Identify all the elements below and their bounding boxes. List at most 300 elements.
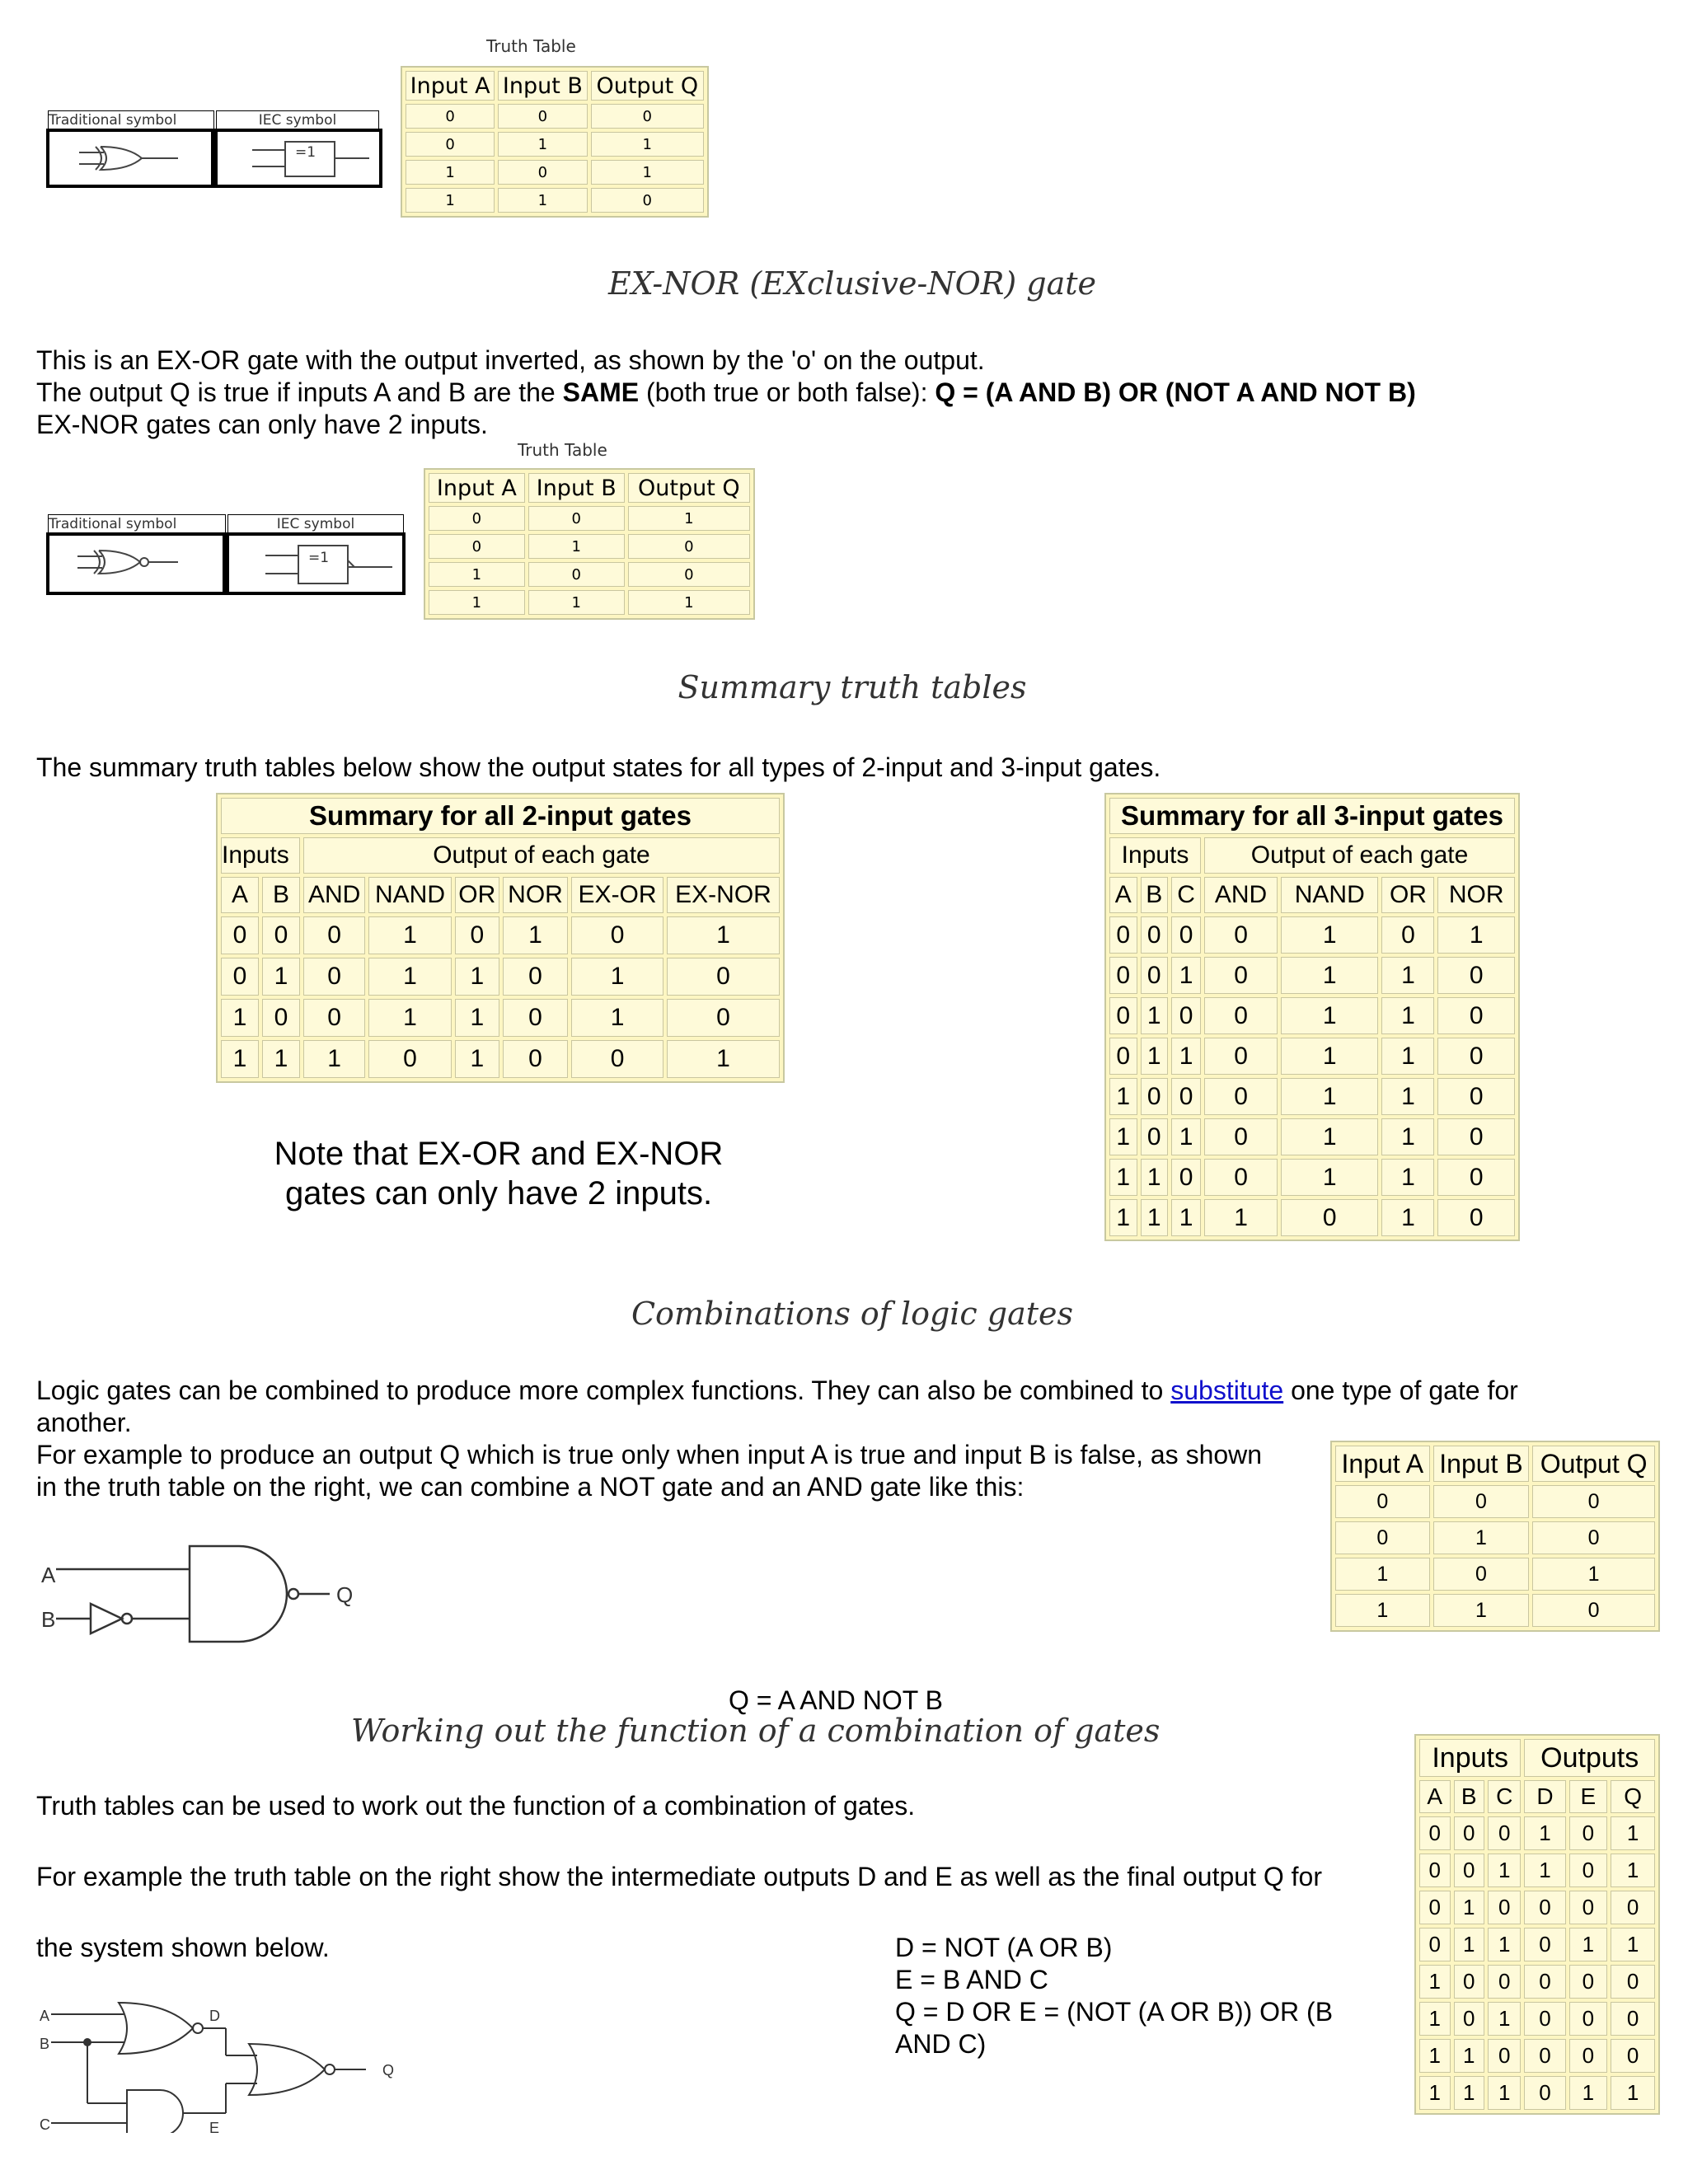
table-cell: 1 (1281, 957, 1378, 994)
table-row (406, 104, 704, 129)
table-row (1335, 1521, 1655, 1554)
table-group-row (1419, 1739, 1655, 1777)
table-cell: 1 (528, 534, 625, 559)
table-cell: 1 (429, 590, 525, 615)
table-row (429, 590, 750, 615)
table-cell: 0 (1569, 2039, 1608, 2073)
table-cell: 0 (221, 916, 259, 954)
table-cell: 1 (503, 916, 568, 954)
iec-exnor-text: =1 (308, 550, 330, 566)
table-cell: 1 (1524, 1854, 1565, 1887)
combinations-p2-line-2: in the truth table on the right, we can combine a NOT gate and an AND gate like this: (36, 1472, 1025, 1502)
table-cell: 1 (221, 1040, 259, 1078)
combination-equation: Q = A AND NOT B (729, 1685, 943, 1715)
table-cell: 1 (1281, 1118, 1378, 1155)
table-cell: 0 (368, 1040, 451, 1078)
circuit2-label-d: D (209, 2008, 220, 2024)
table-cell: 0 (1171, 1078, 1201, 1115)
table-header-row (221, 877, 780, 913)
table-cell: 1 (368, 916, 451, 954)
table-cell: 0 (1611, 1965, 1655, 1999)
table-cell: 1 (1281, 1078, 1378, 1115)
table-cell: 0 (406, 104, 495, 129)
table-header-row (1419, 1780, 1655, 1813)
table-cell: 0 (1204, 997, 1278, 1034)
table-cell: 1 (455, 999, 499, 1037)
table-cell: 0 (1524, 1928, 1565, 1961)
table-cell: 1 (1488, 1928, 1521, 1961)
combinations-paragraph-1: Logic gates can be combined to produce more complex functions. They can also be combined to substitute one type of gate for another. (36, 1376, 1518, 1437)
table-cell: 0 (455, 916, 499, 954)
table-cell: 0 (1204, 1078, 1278, 1115)
column-header: D (1524, 1780, 1565, 1813)
table-cell: 1 (1281, 916, 1378, 954)
exnor-line-2: The output Q is true if inputs A and B are the SAME (both true or both false): Q = (A AND B) OR (NOT A AND NOT B) (36, 377, 1416, 407)
and-gate-icon (190, 1546, 287, 1642)
table-cell: 1 (1569, 2076, 1608, 2110)
table-cell: 0 (1524, 2039, 1565, 2073)
table-cell: 0 (1611, 2002, 1655, 2036)
table-cell: 0 (1524, 2002, 1565, 2036)
table-cell: 0 (1204, 916, 1278, 954)
column-header: NAND (1281, 877, 1378, 913)
circuit2-label-a: A (40, 2008, 50, 2024)
or-gate-icon (249, 2044, 325, 2095)
column-header: Input B (1433, 1446, 1530, 1482)
table-cell: 1 (1381, 1118, 1434, 1155)
column-header: Input A (406, 71, 495, 101)
table-cell: 0 (1204, 1038, 1278, 1075)
table-cell: 0 (1488, 1965, 1521, 1999)
table-row (221, 916, 780, 954)
and-gate-2-icon (127, 2090, 183, 2133)
table-cell: 0 (1437, 1159, 1515, 1196)
table-cell: 0 (406, 132, 495, 157)
circuit2-label-e: E (209, 2120, 220, 2133)
table-cell: 0 (1437, 1199, 1515, 1236)
table-cell: 1 (429, 562, 525, 587)
table-cell: 0 (303, 999, 365, 1037)
table-cell: 1 (1109, 1159, 1137, 1196)
table-row (429, 534, 750, 559)
table-row (1419, 1928, 1655, 1961)
nor-bubble-icon (193, 2023, 203, 2033)
not-gate-icon (91, 1604, 122, 1633)
table-row (406, 132, 704, 157)
combinations-heading: Combinations of logic gates (631, 1296, 1074, 1332)
circuit2-label-q: Q (382, 2062, 395, 2079)
table-cell: 0 (1204, 1118, 1278, 1155)
xor-truth-table-caption: Truth Table (486, 36, 576, 56)
column-header: E (1569, 1780, 1608, 1813)
table-cell: 1 (1524, 1816, 1565, 1850)
table-cell: 0 (667, 999, 780, 1037)
table-cell: 1 (1488, 1854, 1521, 1887)
table-cell: 1 (591, 160, 704, 185)
column-header: Output Q (591, 71, 704, 101)
table-cell: 0 (528, 506, 625, 531)
table-cell: 0 (303, 958, 365, 996)
table-cell: 0 (503, 999, 568, 1037)
column-header: Output Q (1532, 1446, 1655, 1482)
table-cell: 1 (1454, 1928, 1485, 1961)
table-cell: 0 (1381, 916, 1434, 954)
combination-truth-table (1330, 1441, 1660, 1632)
outputs-group-label: Output of each gate (1204, 837, 1515, 874)
table-cell: 0 (221, 958, 259, 996)
table-row (406, 188, 704, 213)
table-cell: 0 (1532, 1594, 1655, 1627)
circuit-label-b: B (41, 1607, 56, 1632)
column-header: Input B (528, 473, 625, 503)
table-cell: 0 (1569, 2002, 1608, 2036)
not-and-circuit-diagram (33, 1533, 379, 1657)
table-cell: 0 (1419, 1816, 1451, 1850)
table-cell: 0 (1488, 2039, 1521, 2073)
table-header-row (1109, 877, 1515, 913)
table-cell: 0 (1109, 997, 1137, 1034)
table-cell: 1 (1381, 1038, 1434, 1075)
table-cell: 1 (591, 132, 704, 157)
table-cell: 0 (571, 916, 663, 954)
table-row (221, 999, 780, 1037)
column-header: EX-OR (571, 877, 663, 913)
table-cell: 0 (1437, 1038, 1515, 1075)
column-header: NOR (503, 877, 568, 913)
or-bubble-icon (325, 2064, 335, 2074)
table-cell: 1 (1335, 1594, 1430, 1627)
equation-e: E = B AND C (895, 1965, 1048, 1994)
table-cell: 0 (1335, 1521, 1430, 1554)
column-header: NAND (368, 877, 451, 913)
table-row (1419, 2002, 1655, 2036)
table-row (1335, 1485, 1655, 1518)
table-cell: 1 (1141, 1038, 1169, 1075)
table-cell: 1 (1141, 1199, 1169, 1236)
table-cell: 0 (1454, 1965, 1485, 1999)
table-cell: 0 (1569, 1891, 1608, 1924)
table-cell: 1 (1281, 1038, 1378, 1075)
table-cell: 0 (1569, 1854, 1608, 1887)
exnor-symbol-box (46, 514, 409, 597)
table-row (1109, 1038, 1515, 1075)
table-cell: 0 (628, 562, 750, 587)
table-cell: 1 (628, 590, 750, 615)
table-cell: 0 (1281, 1199, 1378, 1236)
substitute-link[interactable]: substitute (1170, 1376, 1284, 1405)
table-cell: 1 (1381, 997, 1434, 1034)
table-cell: 0 (1171, 916, 1201, 954)
table-cell: 1 (1335, 1558, 1430, 1591)
table-row (429, 562, 750, 587)
table-cell: 1 (571, 999, 663, 1037)
column-header: B (1141, 877, 1169, 913)
table-cell: 0 (1611, 2039, 1655, 2073)
table-row (1109, 916, 1515, 954)
table-group-row (1109, 837, 1515, 874)
column-header: B (1454, 1780, 1485, 1813)
inputs-group-label: Inputs (1419, 1739, 1521, 1777)
table-row (221, 958, 780, 996)
summary-3-input-table (1104, 793, 1520, 1241)
circuit2-label-c: C (40, 2116, 50, 2133)
table-row (1335, 1558, 1655, 1591)
column-header: OR (1381, 877, 1434, 913)
table-title-row (1109, 798, 1515, 834)
table-cell: 1 (1171, 1118, 1201, 1155)
table-cell: 1 (667, 916, 780, 954)
table-cell: 0 (571, 1040, 663, 1078)
table-cell: 0 (429, 534, 525, 559)
table-cell: 0 (1204, 957, 1278, 994)
table-row (1109, 997, 1515, 1034)
table-cell: 1 (1381, 1159, 1434, 1196)
table-cell: 0 (1524, 1965, 1565, 1999)
table-cell: 0 (498, 160, 587, 185)
table-cell: 1 (455, 1040, 499, 1078)
table-cell: 0 (1532, 1485, 1655, 1518)
table-cell: 1 (1281, 997, 1378, 1034)
combinations-paragraph-2 (36, 1439, 1339, 1503)
exnor-description (36, 344, 1652, 441)
traditional-symbol-label: Traditional symbol (48, 110, 214, 129)
table-group-row (221, 837, 780, 874)
table-cell: 0 (1335, 1485, 1430, 1518)
table-cell: 1 (498, 132, 587, 157)
table-cell: 1 (1611, 2076, 1655, 2110)
exor-note (247, 1134, 750, 1213)
xor-symbol-box (46, 110, 382, 190)
table-cell: 1 (1141, 997, 1169, 1034)
circuit2-label-b: B (40, 2036, 50, 2052)
table-cell: 1 (1611, 1854, 1655, 1887)
column-header: A (1419, 1780, 1451, 1813)
table-cell: 0 (528, 562, 625, 587)
working-paragraph-3: the system shown below. (36, 1933, 330, 1962)
table-cell: 1 (1437, 916, 1515, 954)
table-cell: 0 (429, 506, 525, 531)
table-cell: 1 (498, 188, 587, 213)
table-cell: 0 (303, 916, 365, 954)
column-header: AND (303, 877, 365, 913)
table-cell: 0 (628, 534, 750, 559)
table-cell: 0 (262, 916, 300, 954)
table-cell: 1 (1109, 1199, 1137, 1236)
table-cell: 0 (1488, 1891, 1521, 1924)
table-title: Summary for all 3-input gates (1109, 798, 1515, 834)
table-cell: 1 (1281, 1159, 1378, 1196)
column-header: B (262, 877, 300, 913)
column-header: C (1171, 877, 1201, 913)
table-row (429, 506, 750, 531)
table-cell: 1 (1611, 1928, 1655, 1961)
table-cell: 1 (262, 958, 300, 996)
table-cell: 1 (455, 958, 499, 996)
table-cell: 0 (1437, 997, 1515, 1034)
exnor-line-3: EX-NOR gates can only have 2 inputs. (36, 410, 488, 439)
column-header: AND (1204, 877, 1278, 913)
inputs-group-label: Inputs (221, 837, 300, 874)
table-cell: 0 (1419, 1891, 1451, 1924)
table-cell: 0 (1454, 1854, 1485, 1887)
table-row (1419, 1965, 1655, 1999)
table-row (1109, 957, 1515, 994)
table-cell: 1 (571, 958, 663, 996)
nor-gate-icon (119, 2003, 193, 2054)
table-cell: 1 (1611, 1816, 1655, 1850)
table-row (1109, 1118, 1515, 1155)
table-header-row (429, 473, 750, 503)
summary-2-input-table (216, 793, 785, 1083)
table-cell: 1 (1569, 1928, 1608, 1961)
table-row (221, 1040, 780, 1078)
column-header: A (221, 877, 259, 913)
column-header: Output Q (628, 473, 750, 503)
table-cell: 0 (1419, 1928, 1451, 1961)
table-cell: 1 (1171, 1038, 1201, 1075)
column-header: C (1488, 1780, 1521, 1813)
table-cell: 0 (1437, 1078, 1515, 1115)
output-bubble-icon (288, 1589, 298, 1599)
circuit-label-q: Q (336, 1582, 354, 1607)
table-header-row (1335, 1446, 1655, 1482)
table-cell: 1 (1488, 2002, 1521, 2036)
table-cell: 0 (1569, 1965, 1608, 1999)
table-cell: 0 (1141, 916, 1169, 954)
table-title: Summary for all 2-input gates (221, 798, 780, 834)
table-cell: 1 (1454, 1891, 1485, 1924)
inputs-group-label: Inputs (1109, 837, 1201, 874)
working-equations (895, 1932, 1406, 2060)
table-cell: 1 (1488, 2076, 1521, 2110)
outputs-group-label: Output of each gate (303, 837, 780, 874)
table-cell: 1 (1419, 1965, 1451, 1999)
table-cell: 1 (1454, 2076, 1485, 2110)
table-cell: 0 (262, 999, 300, 1037)
circuit-label-a: A (41, 1563, 56, 1587)
table-cell: 1 (1419, 2039, 1451, 2073)
table-row (1109, 1159, 1515, 1196)
exnor-truth-table-caption: Truth Table (518, 440, 607, 460)
table-cell: 1 (221, 999, 259, 1037)
table-title-row (221, 798, 780, 834)
table-row (1335, 1594, 1655, 1627)
table-cell: 0 (1141, 1078, 1169, 1115)
table-cell: 0 (667, 958, 780, 996)
table-cell: 0 (591, 188, 704, 213)
column-header: NOR (1437, 877, 1515, 913)
table-cell: 0 (1437, 1118, 1515, 1155)
column-header: EX-NOR (667, 877, 780, 913)
table-cell: 0 (1488, 1816, 1521, 1850)
table-cell: 1 (1381, 1199, 1434, 1236)
table-row (1419, 1854, 1655, 1887)
table-cell: 1 (406, 160, 495, 185)
xor-truth-table (401, 66, 709, 218)
equation-q: Q = D OR E = (NOT (A OR B)) OR (B (895, 1997, 1334, 2027)
table-row (1419, 2039, 1655, 2073)
equation-q-cont: AND C) (895, 2029, 987, 2059)
column-header: Q (1611, 1780, 1655, 1813)
table-row (1109, 1078, 1515, 1115)
table-cell: 0 (1454, 1816, 1485, 1850)
table-cell: 0 (1171, 1159, 1201, 1196)
table-cell: 0 (591, 104, 704, 129)
working-paragraph-2: For example the truth table on the right show the intermediate outputs D and E as well as the final output Q for (36, 1862, 1322, 1891)
table-cell: 1 (406, 188, 495, 213)
table-cell: 1 (1454, 2039, 1485, 2073)
working-heading: Working out the function of a combination of gates (351, 1713, 1160, 1749)
table-cell: 1 (1381, 1078, 1434, 1115)
table-row (406, 160, 704, 185)
table-cell: 1 (628, 506, 750, 531)
table-cell: 1 (1532, 1558, 1655, 1591)
table-cell: 1 (1204, 1199, 1278, 1236)
exor-note-line-1: Note that EX-OR and EX-NOR (274, 1136, 724, 1172)
xor-gate-symbols (46, 129, 382, 190)
column-header: Input A (1335, 1446, 1430, 1482)
table-cell: 0 (1532, 1521, 1655, 1554)
exnor-traditional-symbol-label: Traditional symbol (48, 514, 226, 533)
table-cell: 0 (503, 1040, 568, 1078)
outputs-group-label: Outputs (1524, 1739, 1655, 1777)
table-cell: 0 (1433, 1558, 1530, 1591)
working-paragraph-1: Truth tables can be used to work out the function of a combination of gates. (36, 1791, 916, 1821)
table-cell: 0 (1204, 1159, 1278, 1196)
column-header: OR (455, 877, 499, 913)
summary-heading: Summary truth tables (678, 669, 1027, 705)
table-cell: 0 (1569, 1816, 1608, 1850)
table-cell: 1 (368, 999, 451, 1037)
table-cell: 1 (667, 1040, 780, 1078)
table-cell: 1 (1433, 1521, 1530, 1554)
table-row (1419, 2076, 1655, 2110)
table-cell: 0 (1141, 957, 1169, 994)
table-cell: 1 (1171, 1199, 1201, 1236)
exnor-gate-symbols (46, 532, 409, 597)
table-row (1419, 1816, 1655, 1850)
equation-d: D = NOT (A OR B) (895, 1933, 1113, 1962)
table-cell: 1 (1433, 1594, 1530, 1627)
table-row (1109, 1199, 1515, 1236)
combinations-p2-line-1: For example to produce an output Q which is true only when input A is true and input B is false, as shown (36, 1440, 1263, 1469)
combination-circuit-diagram (36, 1993, 432, 2133)
table-cell: 0 (1109, 1038, 1137, 1075)
table-cell: 1 (368, 958, 451, 996)
iec-xor-text: =1 (295, 144, 316, 161)
exnor-iec-symbol-label: IEC symbol (227, 514, 404, 533)
table-row (1419, 1891, 1655, 1924)
table-cell: 0 (1524, 2076, 1565, 2110)
table-cell: 0 (1109, 916, 1137, 954)
exnor-heading: EX-NOR (EXclusive-NOR) gate (607, 265, 1096, 302)
exor-note-line-2: gates can only have 2 inputs. (284, 1175, 713, 1212)
table-cell: 1 (1141, 1159, 1169, 1196)
table-cell: 1 (303, 1040, 365, 1078)
table-cell: 1 (262, 1040, 300, 1078)
table-cell: 1 (1419, 2002, 1451, 2036)
table-cell: 0 (1454, 2002, 1485, 2036)
table-cell: 0 (1171, 997, 1201, 1034)
table-cell: 1 (1109, 1078, 1137, 1115)
table-cell: 0 (503, 958, 568, 996)
table-cell: 0 (1611, 1891, 1655, 1924)
table-cell: 1 (1109, 1118, 1137, 1155)
column-header: Input B (498, 71, 587, 101)
table-cell: 0 (1524, 1891, 1565, 1924)
working-truth-table (1414, 1734, 1660, 2115)
table-cell: 1 (1171, 957, 1201, 994)
